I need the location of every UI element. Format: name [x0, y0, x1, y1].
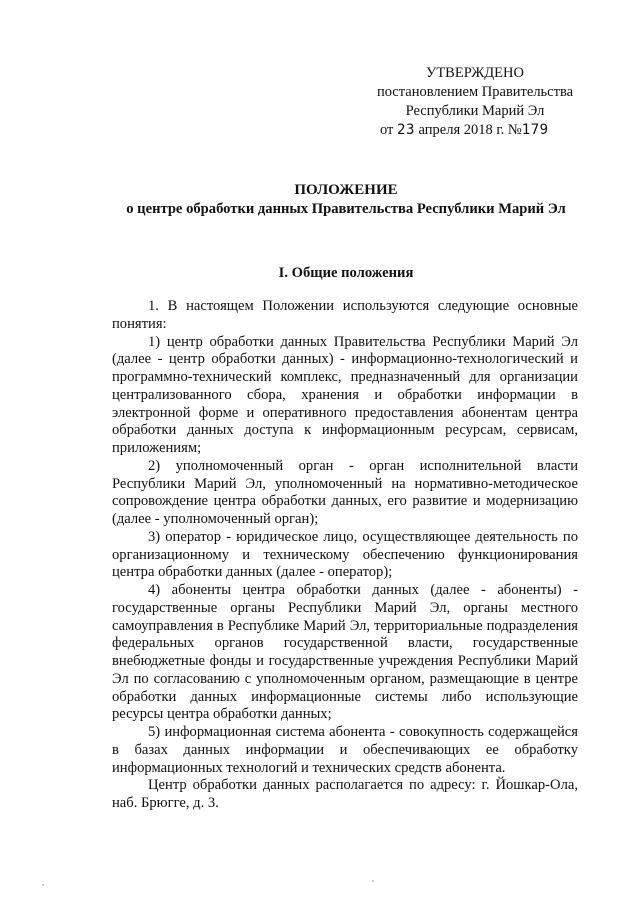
approved-label: УТВЕРЖДЕНО: [426, 65, 524, 81]
section-heading: I. Общие положения: [278, 265, 414, 281]
approval-date-line: [360, 121, 590, 140]
date-prefix: от: [380, 122, 398, 138]
scan-speck: [372, 880, 374, 882]
paragraph-definition-2: 2) уполномоченный орган - орган исполнительной власти Республики Марий Эл, уполномоченный на нормативно-методическое сопровождение центра обработки данных, его развитие и модернизацию (далее - уполномоченный орган);: [112, 457, 578, 527]
paragraph-definition-5: 5) информационная система абонента - совокупность содержащейся в базах данных информации и обеспечивающих ее обработку информационных технологий и технических средств абонента.: [112, 724, 578, 776]
handwritten-day: 23: [397, 122, 415, 138]
handwritten-number: 179: [521, 122, 549, 138]
document-title: [100, 181, 592, 219]
approval-stamp: [360, 64, 590, 140]
paragraph-definition-4: 4) абоненты центра обработки данных (далее - абоненты) - государственные органы Республики Марий Эл, органы местного самоуправления в Республике Марий Эл, территориальные подразделения федеральных органов государственной власти, государственные внебюджетные фонды и государственные учреждения Республики Марий Эл по согласованию с уполномоченным органом, размещающие в центре обработки данных информационные системы либо использующие ресурсы центра обработки данных;: [112, 582, 578, 723]
paragraph-definition-3: 3) оператор - юридическое лицо, осуществляющее деятельность по организационному и техническому обеспечению функционирования центра обработки данных (далее - оператор);: [112, 528, 578, 581]
title-heading: ПОЛОЖЕНИЕ: [294, 182, 398, 198]
approved-by-decree: постановлением Правительства: [376, 84, 574, 100]
approved-republic: Республики Марий Эл: [405, 103, 545, 119]
paragraph-1: 1. В настоящем Положении используются следующие основные понятия:: [112, 298, 578, 332]
scan-speck: [42, 884, 44, 886]
document-body: [112, 298, 578, 813]
date-middle: апреля 2018 г. №: [414, 122, 522, 138]
paragraph-definition-1: 1) центр обработки данных Правительства Республики Марий Эл (далее - центр обработки данных) - информационно-технологический и программно-технический комплекс, предназначенный для организации централизованного сбора, хранения и обработки информации в электронной форме и оперативного предоставления абонентам центра обработки данных доступа к информационным ресурсам, сервисам, приложениям;: [112, 333, 578, 456]
paragraph-address: Центр обработки данных располагается по адресу: г. Йошкар-Ола, наб. Брюгге, д. 3.: [112, 777, 578, 811]
title-subheading: о центре обработки данных Правительства Республики Марий Эл: [126, 201, 566, 217]
